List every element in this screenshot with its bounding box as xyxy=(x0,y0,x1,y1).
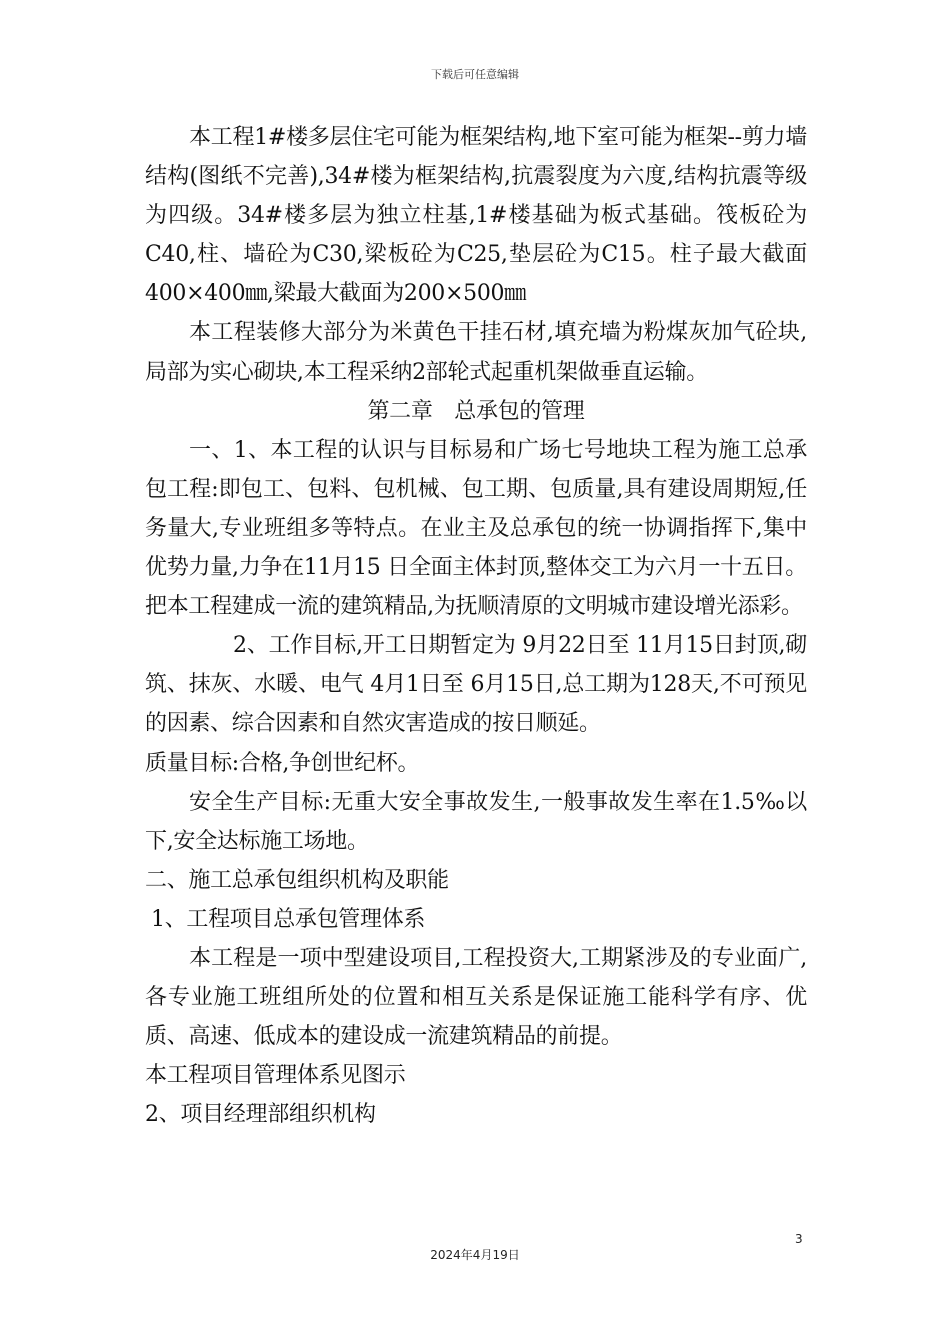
paragraph-understanding-goals: 一、1、本工程的认识与目标易和广场七号地块工程为施工总承包工程:即包工、包料、包机械、包工期、包质量,具有建设周期短,任务量大,专业班组多等特点。在业主及总承包的统一协调指挥下,集中优势力量,力争在11月15 日全面主体封顶,整体交工为六月一十五日。把本工程建成一流的建筑精品,为抚顺清原的文明城市建设增光添彩。 xyxy=(145,437,807,620)
paragraph-quality-goal: 质量目标:合格,争创世纪杯。 xyxy=(145,750,420,776)
paragraph-work-goals: 2、工作目标,开工日期暂定为 9月22日至 11月15日封顶,砌筑、抹灰、水暖、电气 4月1日至 6月15日,总工期为128天,不可预见的因素、综合因素和自然灾害造成的按日顺延。 xyxy=(145,633,807,737)
subsection-heading-org-structure: 2、项目经理部组织机构 xyxy=(145,1102,376,1128)
page-footer-date: 2024年4月19日 xyxy=(430,1248,520,1262)
subsection-heading-management-system: 1、工程项目总承包管理体系 xyxy=(151,906,426,932)
paragraph-system-diagram-note: 本工程项目管理体系见图示 xyxy=(145,1063,406,1089)
page-number: 3 xyxy=(795,1232,803,1246)
page-header: 下载后可任意编辑 xyxy=(431,68,519,81)
document-body xyxy=(145,118,807,1134)
section-heading-organization: 二、施工总承包组织机构及职能 xyxy=(145,867,449,893)
paragraph-structure: 本工程1#楼多层住宅可能为框架结构,地下室可能为框架--剪力墙结构(图纸不完善),34#楼为框架结构,抗震裂度为六度,结构抗震等级为四级。34#楼多层为独立柱基,1#楼基础为板式基础。筏板砼为C40,柱、墙砼为C30,梁板砼为C25,垫层砼为C15。柱子最大截面400×400㎜,梁最大截面为200×500㎜ xyxy=(145,125,807,307)
chapter-heading: 第二章 总承包的管理 xyxy=(367,398,585,424)
paragraph-decoration: 本工程装修大部分为米黄色干挂石材,填充墙为粉煤灰加气砼块,局部为实心砌块,本工程采纳2部轮式起重机架做垂直运输。 xyxy=(145,320,807,385)
paragraph-safety-goal: 安全生产目标:无重大安全事故发生,一般事故发生率在1.5‰以下,安全达标施工场地。 xyxy=(145,789,807,854)
paragraph-project-description: 本工程是一项中型建设项目,工程投资大,工期紧涉及的专业面广,各专业施工班组所处的位置和相互关系是保证施工能科学有序、优质、高速、低成本的建设成一流建筑精品的前提。 xyxy=(145,945,807,1050)
